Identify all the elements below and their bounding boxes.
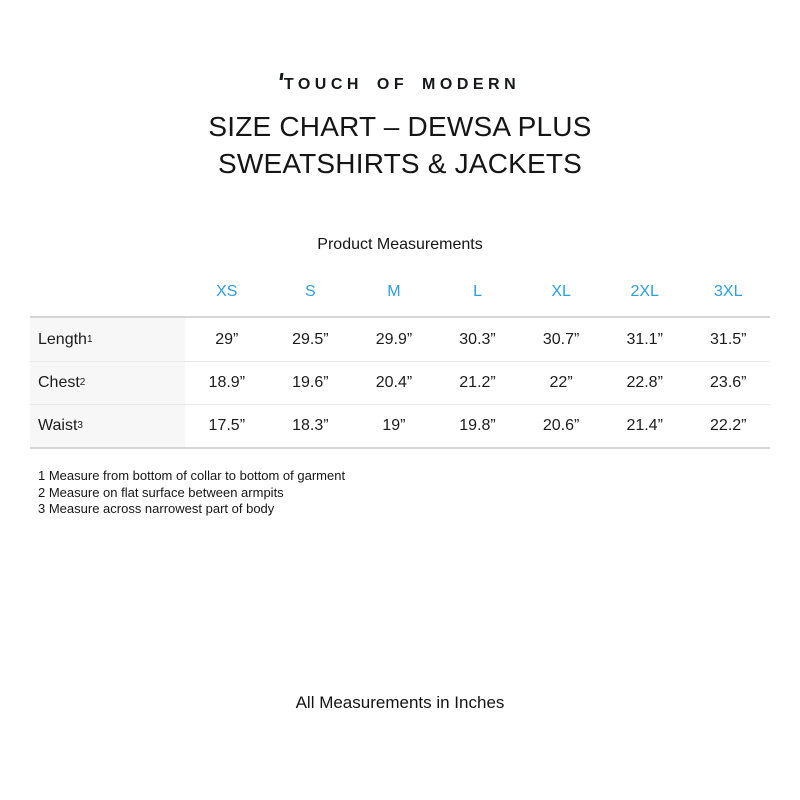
waist-3xl: 22.2” [710, 417, 747, 434]
page-title-line2: SWEATSHIRTS & JACKETS [217, 148, 583, 179]
size-table [30, 279, 770, 449]
brand-logo [0, 76, 800, 94]
waist-s: 18.3” [292, 417, 329, 434]
chest-l: 21.2” [459, 374, 496, 391]
column-header-s: S [305, 283, 316, 300]
waist-l: 19.8” [459, 417, 496, 434]
chest-3xl: 23.6” [710, 374, 747, 391]
length-2xl: 31.1” [626, 330, 663, 348]
size-table-body [30, 316, 770, 449]
row-label-chest: Chest 2 [30, 362, 185, 404]
chest-m: 20.4” [375, 374, 413, 391]
footer-note: All Measurements in Inches [295, 693, 505, 712]
brand-logo-text: TOUCH OF MODERN [283, 76, 521, 93]
page-title-line1: SIZE CHART – DEWSA PLUS [208, 111, 592, 142]
page-title [0, 108, 800, 182]
chest-s: 19.6” [292, 374, 329, 391]
length-3xl: 31.5” [710, 330, 747, 348]
column-header-m: M [387, 283, 401, 300]
footnote-1: 1 Measure from bottom of collar to bottom of garment [38, 468, 346, 483]
waist-xs: 17.5” [208, 417, 246, 434]
column-header-3xl: 3XL [714, 283, 743, 300]
length-xl: 30.7” [542, 330, 580, 348]
table-row-length [30, 318, 770, 361]
length-l: 30.3” [459, 330, 496, 348]
size-column-headers [30, 279, 770, 305]
section-heading: Product Measurements [317, 236, 483, 253]
column-header-xl: XL [551, 283, 571, 300]
row-label-text: Length [38, 330, 87, 348]
chest-2xl: 22.8” [626, 374, 663, 391]
row-label-waist: Waist 3 [30, 405, 185, 447]
table-row-waist [30, 404, 770, 447]
row-label-text: Chest [38, 374, 80, 391]
waist-m: 19” [382, 417, 406, 434]
length-s: 29.5” [292, 330, 329, 348]
table-row-chest [30, 361, 770, 404]
length-xs: 29” [215, 330, 239, 348]
row-label-length: Length 1 [30, 318, 185, 361]
waist-2xl: 21.4” [626, 417, 663, 434]
footnote-2: 2 Measure on flat surface between armpits [38, 484, 284, 500]
footnotes [38, 468, 345, 518]
column-header-2xl: 2XL [630, 283, 659, 300]
length-m: 29.9” [375, 330, 413, 348]
chest-xl: 22” [549, 374, 573, 391]
chest-xs: 18.9” [208, 374, 246, 391]
column-header-l: L [473, 283, 482, 300]
waist-xl: 20.6” [542, 417, 580, 434]
column-header-xs: XS [216, 283, 238, 300]
logo-tick-icon [279, 73, 283, 80]
footnote-3: 3 Measure across narrowest part of body [38, 501, 275, 516]
row-label-text: Waist [38, 417, 78, 434]
